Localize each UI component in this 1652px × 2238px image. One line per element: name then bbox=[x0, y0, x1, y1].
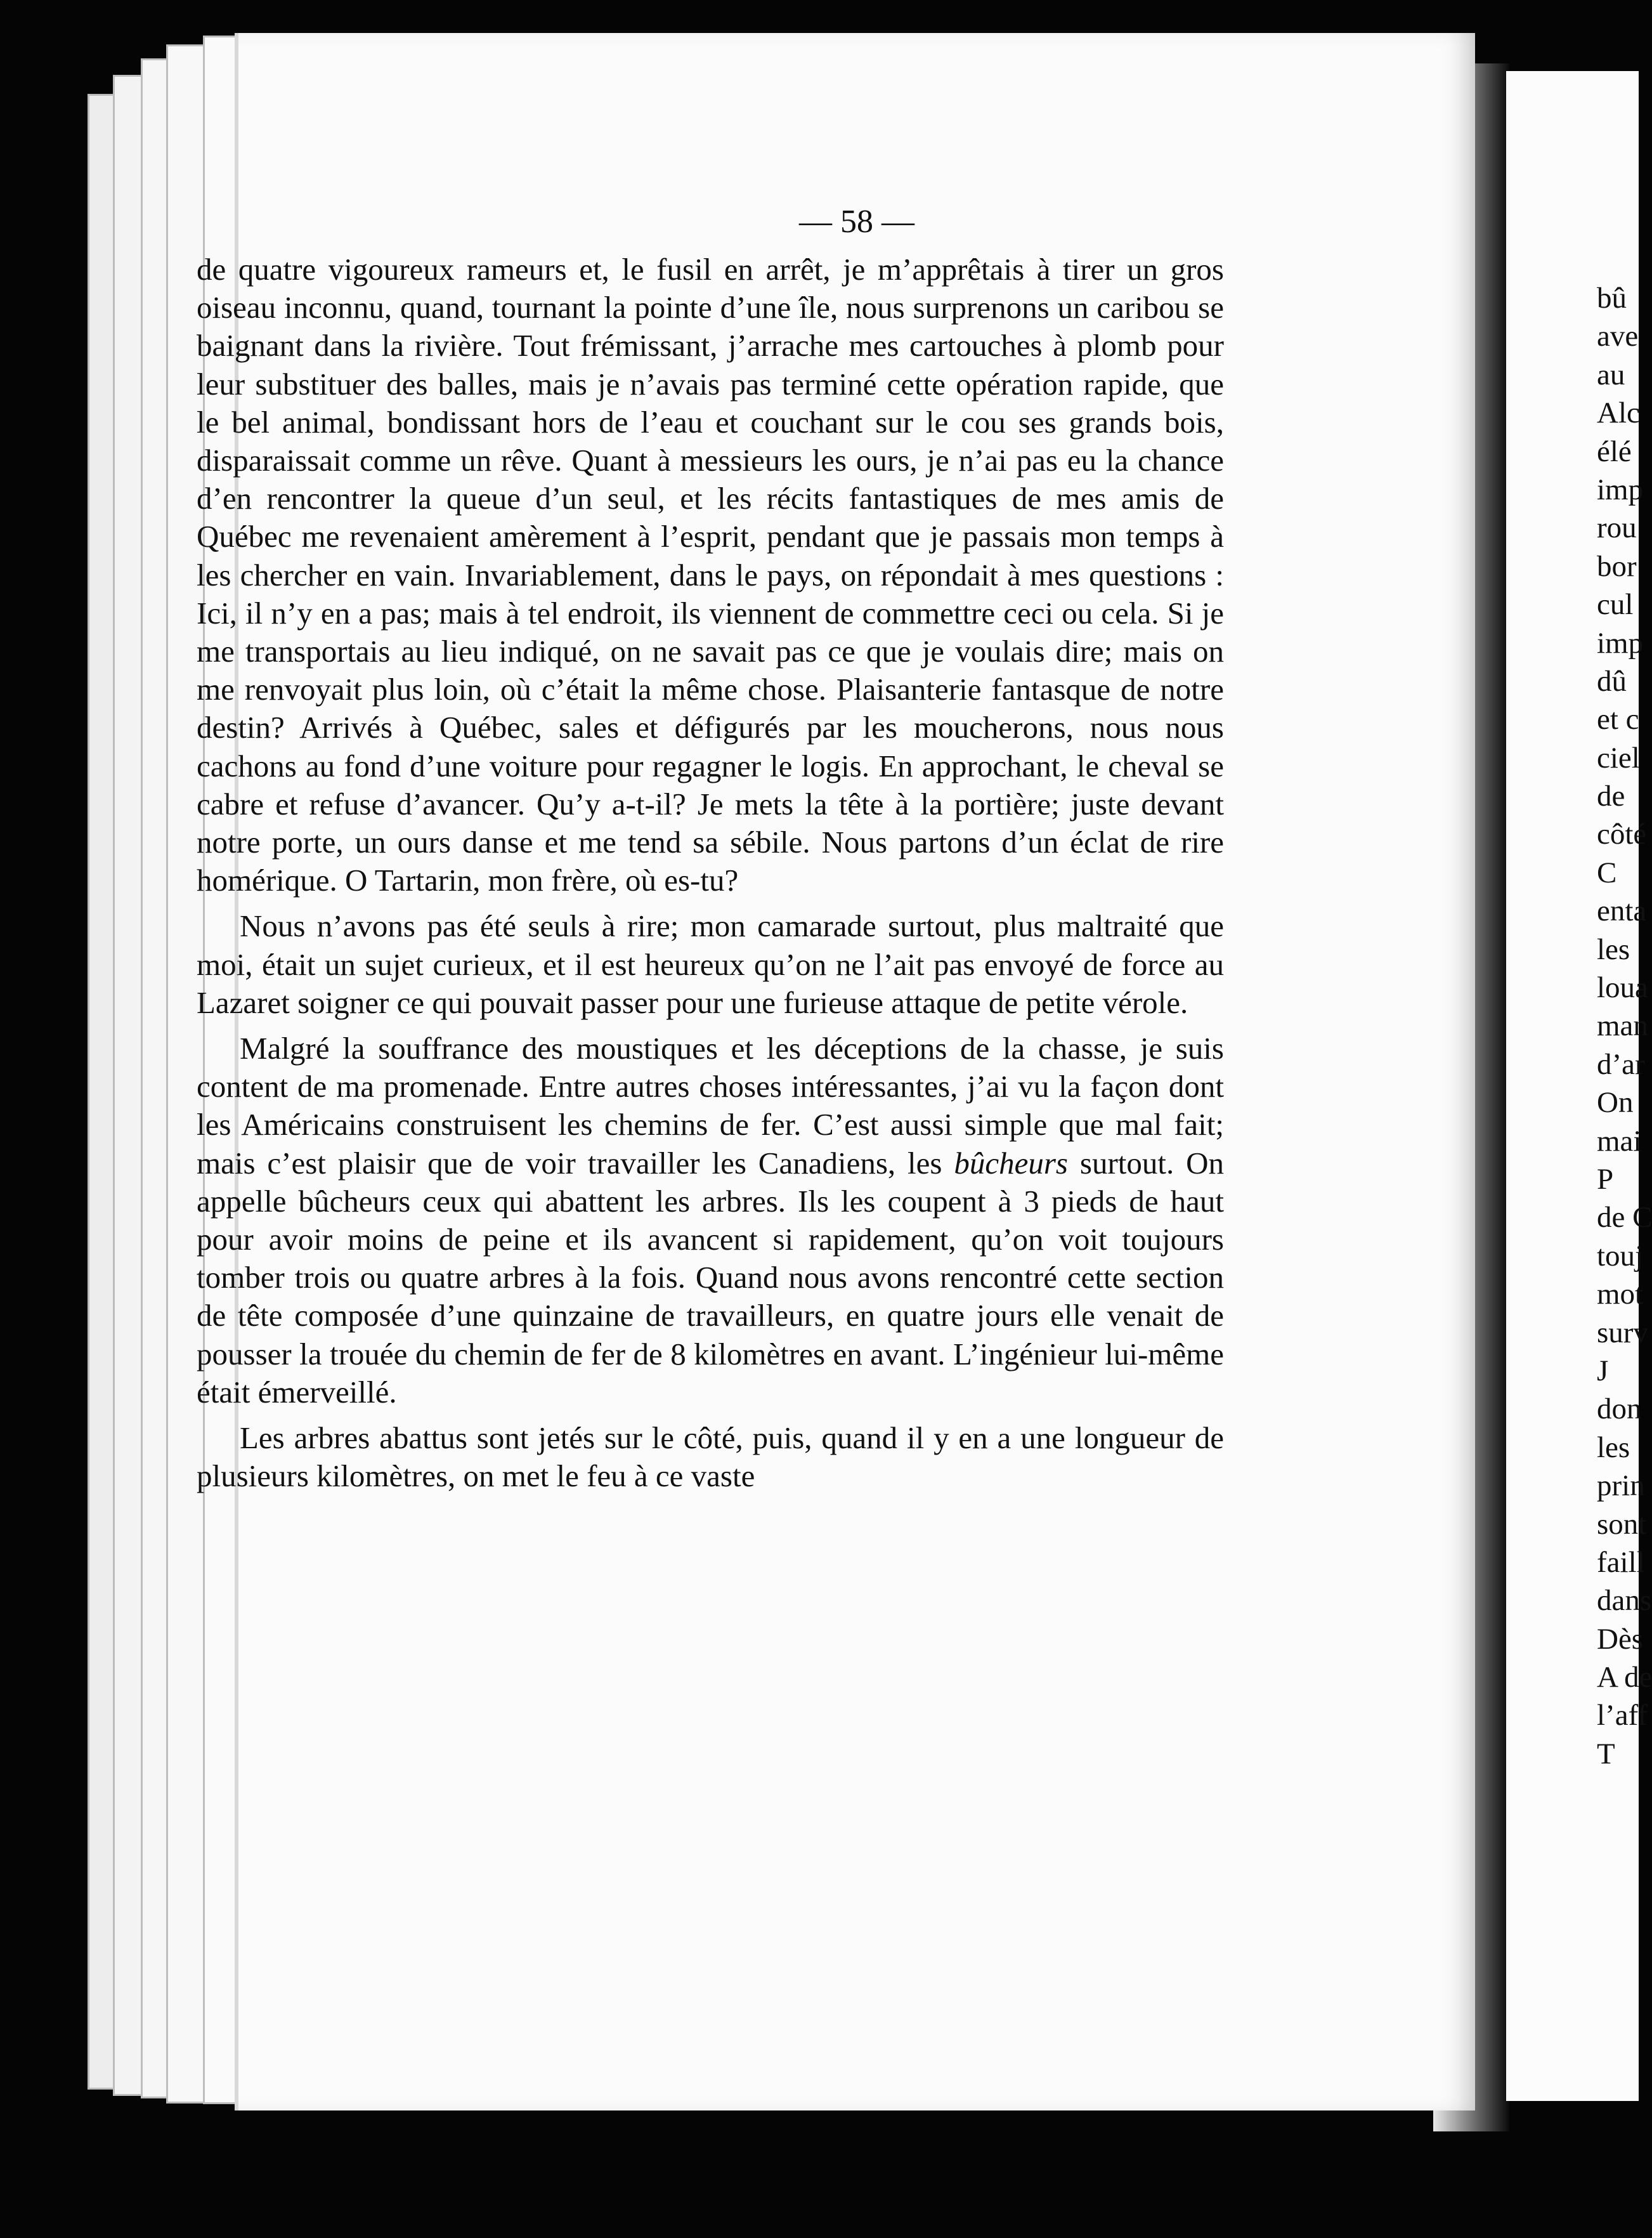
facing-line-fragment: d’ar bbox=[1597, 1047, 1645, 1081]
facing-line-fragment: sont bbox=[1597, 1507, 1647, 1541]
facing-line-fragment: loua bbox=[1597, 971, 1648, 1005]
facing-line-fragment: J bbox=[1597, 1354, 1609, 1387]
paragraph-text: Malgré la souffrance des moustiques et les déceptions de la chasse, je suis content de ma promenade. Entre autres choses intéressantes, j’ai vu la façon dont les Américains construisent les chemins de fer. C’est aussi simple que mal fait; mais c’est plaisir que de voir travailler les Canadiens, les bbox=[197, 1031, 1224, 1181]
facing-line-fragment: mai bbox=[1597, 1124, 1642, 1158]
facing-line-fragment: au bbox=[1597, 358, 1625, 391]
facing-line-fragment: rou bbox=[1597, 511, 1637, 545]
facing-line-fragment: surv bbox=[1597, 1316, 1648, 1349]
paragraph: de quatre vigoureux rameurs et, le fusil en arrêt, je m’apprêtais à tirer un gros oiseau inconnu, quand, tournant la pointe d’une île, nous surprenons un caribou se baignant dans la rivière. Tout frémissant, j’arrache mes cartouches à plomb pour leur substituer des balles, mais je n’avais pas terminé cette opération rapide, que le bel animal, bondissant hors de l’eau et couchant sur le cou ses grands bois, disparaissait comme un rêve. Quant à messieurs les ours, je n’ai pas eu la chance d’en rencontrer la queue d’un seul, et les récits fantastiques de mes amis de Québec me revenaient amèrement à l’esprit, pendant que je passais mon temps à les chercher en vain. Invariablement, dans le pays, on répondait à mes questions : Ici, il n’y en a pas; mais à tel endroit, ils viennent de commettre ceci ou cela. Si je me transportais au lieu indiqué, on ne savait pas ce que je voulais dire; mais on me renvoyait plus loin, où c’était la même chose. Plaisanterie fantasque de notre destin? Arrivés à Québec, sales et défigurés par les moucherons, nous nous cachons au fond d’une voiture pour regagner le logis. En approchant, le cheval se cabre et refuse d’avancer. Qu’y a-t-il? Je mets la tête à la portière; juste devant notre porte, un ours danse et me tend sa sébile. Nous partons d’un éclat de rire homérique. O Tartarin, mon frère, où es-tu? bbox=[197, 252, 1224, 898]
facing-line-fragment: imp bbox=[1597, 626, 1644, 660]
facing-line-fragment: de C bbox=[1597, 1201, 1652, 1234]
facing-line-fragment: faill bbox=[1597, 1545, 1645, 1579]
facing-line-fragment: bû bbox=[1597, 282, 1627, 315]
facing-line-fragment: T bbox=[1597, 1737, 1615, 1770]
facing-line-fragment: les bbox=[1597, 932, 1630, 966]
facing-line-fragment: l’aff bbox=[1597, 1699, 1648, 1732]
paragraph: Les arbres abattus sont jetés sur le côté, puis, quand il y en a une longueur de plusieurs kilomètres, on met le feu à ce vaste bbox=[197, 1420, 1224, 1494]
facing-line-fragment: mot bbox=[1597, 1278, 1644, 1311]
facing-line-fragment: C bbox=[1597, 856, 1617, 889]
facing-line-fragment: don bbox=[1597, 1392, 1642, 1426]
facing-line-fragment: A de bbox=[1597, 1661, 1652, 1694]
paragraph-text: surtout. On appelle bûcheurs ceux qui abattent les arbres. Ils les coupent à 3 pieds de haut pour avoir moins de peine et ils avancent si rapidement, qu’on voit toujours tomber trois ou quatre arbres à la fois. Quand nous avons rencontré cette section de tête composée d’une quinzaine de travailleurs, en quatre jours elle venait de pousser la trouée du chemin de fer de 8 kilomètres en avant. L’ingénieur lui-même était émerveillé. bbox=[197, 1145, 1225, 1410]
facing-line-fragment: imp bbox=[1597, 473, 1644, 506]
paragraph bbox=[197, 1030, 1224, 1411]
facing-line-fragment: bor bbox=[1597, 549, 1637, 583]
facing-line-fragment: enta bbox=[1597, 894, 1647, 928]
facing-line-fragment: cul bbox=[1597, 588, 1634, 622]
facing-line-fragment: dû bbox=[1597, 664, 1627, 698]
facing-line-fragment: P bbox=[1597, 1162, 1614, 1196]
facing-line-fragment: prin bbox=[1597, 1469, 1645, 1503]
page-number: — 58 — bbox=[799, 204, 914, 240]
facing-line-fragment: Dès bbox=[1597, 1622, 1644, 1656]
facing-line-fragment: touj bbox=[1597, 1239, 1644, 1273]
facing-line-fragment: ave bbox=[1597, 320, 1639, 353]
italic-term: bûcheurs bbox=[954, 1145, 1068, 1181]
facing-line-fragment: côté bbox=[1597, 818, 1647, 851]
body-text bbox=[197, 251, 1224, 1496]
facing-line-fragment: man bbox=[1597, 1009, 1648, 1043]
facing-line-fragment: élé bbox=[1597, 435, 1632, 468]
facing-line-fragment: les bbox=[1597, 1430, 1630, 1464]
facing-line-fragment: ciel bbox=[1597, 741, 1640, 775]
facing-page-text bbox=[1597, 279, 1652, 1773]
facing-line-fragment: dans bbox=[1597, 1584, 1652, 1618]
facing-line-fragment: de bbox=[1597, 780, 1625, 813]
facing-line-fragment: Alc bbox=[1597, 396, 1640, 430]
facing-line-fragment: et c bbox=[1597, 703, 1639, 736]
facing-line-fragment: On bbox=[1597, 1086, 1634, 1120]
paragraph: Nous n’avons pas été seuls à rire; mon camarade surtout, plus maltraité que moi, était un sujet curieux, et il est heureux qu’on ne l’ait pas envoyé de force au Lazaret soigner ce qui pouvait passer pour une furieuse attaque de petite vérole. bbox=[197, 908, 1224, 1020]
